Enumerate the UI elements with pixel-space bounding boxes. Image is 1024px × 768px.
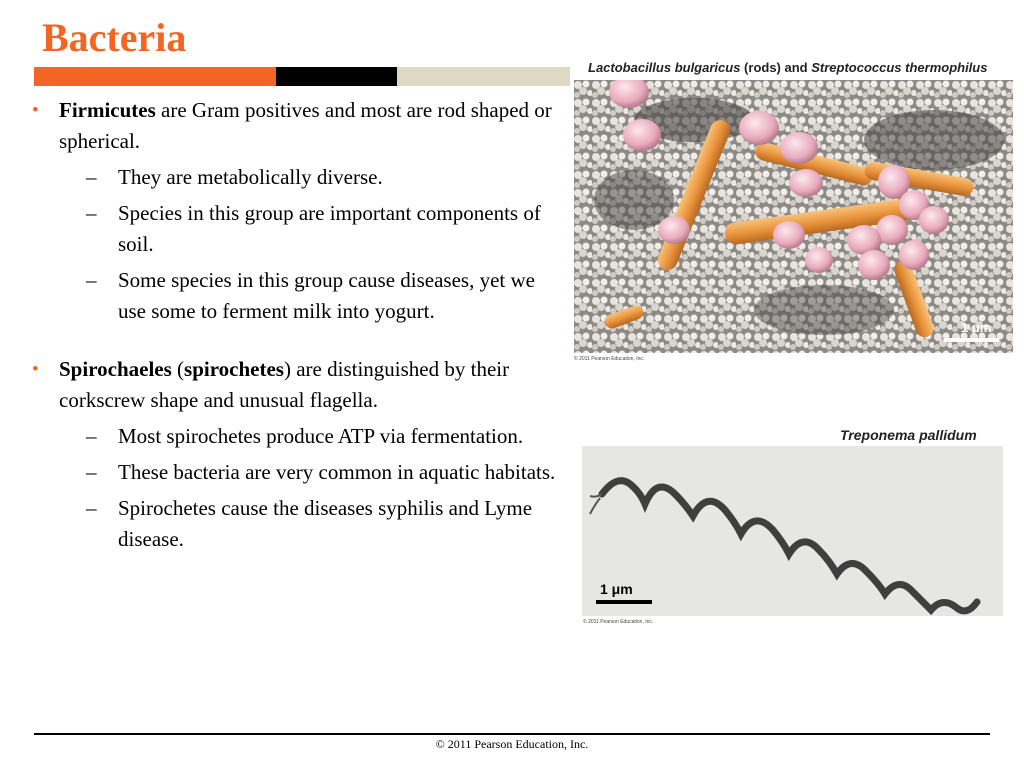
footer-copyright: © 2011 Pearson Education, Inc. <box>435 737 589 751</box>
term-firmicutes: Firmicutes <box>59 98 156 122</box>
sub-dash: – <box>86 460 97 484</box>
sub-bullet <box>32 421 564 452</box>
footer-rule <box>34 733 990 735</box>
paren: ( <box>171 357 185 381</box>
sub-bullet-text: Species in this group are important components of soil. <box>118 201 541 256</box>
sub-dash: – <box>86 201 97 225</box>
bullet-dot: • <box>32 359 39 380</box>
sub-bullet-text: They are metabolically diverse. <box>118 165 383 189</box>
sub-bullet-text: These bacteria are very common in aquatic habitats. <box>118 460 556 484</box>
scale-label: 1 μm <box>600 581 633 597</box>
sub-bullet <box>32 162 564 193</box>
scale-label: 1 μm <box>961 320 992 335</box>
slide-body <box>32 95 564 555</box>
bullet-firmicutes <box>32 95 564 157</box>
micrograph-image <box>582 446 1003 616</box>
bullet-text: are Gram positives and most are rod shaped or spherical. <box>59 98 552 153</box>
slide-title: Bacteria <box>42 15 187 60</box>
bullet-text: ) are distinguished by their corkscrew shape and unusual flagella. <box>59 357 510 412</box>
scale-bar <box>944 338 999 342</box>
micrograph-image <box>574 80 1013 353</box>
micrograph-lactobacillus-streptococcus <box>574 80 1013 353</box>
sub-bullet <box>32 493 564 555</box>
bullet-spirochaeles <box>32 354 564 416</box>
title-rule-black <box>276 67 397 86</box>
term-spirochaeles: Spirochaeles <box>59 357 172 381</box>
sub-dash: – <box>86 496 97 520</box>
sub-dash: – <box>86 165 97 189</box>
sub-dash: – <box>86 268 97 292</box>
title-rule-orange <box>34 67 276 86</box>
sub-bullet-text: Spirochetes cause the diseases syphilis and Lyme disease. <box>118 496 533 551</box>
bullet-dot: • <box>32 100 39 121</box>
title-rule-beige <box>397 67 570 86</box>
scale-bar <box>596 600 652 604</box>
sub-bullet-text: Some species in this group cause diseases, yet we use some to ferment milk into yogurt. <box>118 268 535 323</box>
figure2-caption: Treponema pallidum <box>840 427 977 443</box>
figure1-caption: Lactobacillus bulgaricus (rods) and Streptococcus thermophilus <box>588 60 988 75</box>
micrograph-treponema <box>582 446 1003 616</box>
figure2-credit: © 2011 Pearson Education, Inc. <box>583 619 654 625</box>
sub-bullet <box>32 265 564 327</box>
sub-dash: – <box>86 424 97 448</box>
sub-bullet <box>32 457 564 488</box>
term-spirochetes: spirochetes <box>184 357 284 381</box>
sub-bullet <box>32 198 564 260</box>
figure1-credit: © 2011 Pearson Education, Inc. <box>574 356 645 362</box>
sub-bullet-text: Most spirochetes produce ATP via fermentation. <box>118 424 524 448</box>
